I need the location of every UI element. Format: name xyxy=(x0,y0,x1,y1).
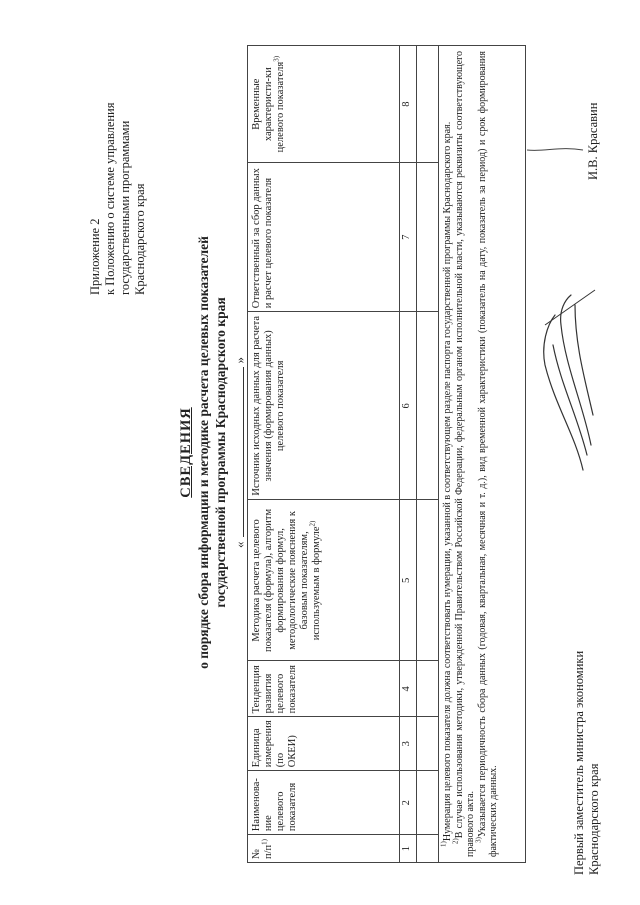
footnote-3: $^{3)}$Указывается периодичность сбора данных (годовая, квартальная, месячная и т. д.), вид временной характеристики (показатель на дату, показатель за период) и срок формирования фактических данных. xyxy=(474,51,499,857)
empty-cell xyxy=(417,717,439,771)
footnote-1: $^{1)}$Нумерация целевого показателя должна соответствовать нумерации, указанной в соответствующем разделе паспорта государственной программы Краснодарского края. xyxy=(439,121,453,847)
header-cell-responsible: Ответственный за сбор данных и расчет целевого показателя xyxy=(248,163,400,312)
signatory-position-line-2: Краснодарского края xyxy=(587,763,601,875)
table-footnotes-row xyxy=(439,46,526,863)
empty-cell xyxy=(417,312,439,500)
footnote-2: $^{2)}$В случае использования методики, утвержденной Правительством Российской Федерации, федеральным органом исполнительной власти, указываются реквизиты соответствующего правового акта. xyxy=(451,51,476,857)
table-header-row xyxy=(248,46,400,863)
signatory-position xyxy=(572,651,602,875)
header-cell-name: Наименова-ние целевого показателя xyxy=(248,771,400,835)
col-number-3: 3 xyxy=(400,717,417,771)
appendix-line-2: к Положению о системе управления xyxy=(103,102,117,295)
appendix-line-4: Краснодарского края xyxy=(133,183,147,295)
empty-cell xyxy=(417,835,439,863)
margin-mark xyxy=(525,130,585,170)
document-title: СВЕДЕНИЯ xyxy=(178,407,194,498)
col-number-6: 6 xyxy=(400,312,417,500)
table-number-row xyxy=(400,46,417,863)
date-open-quote: « xyxy=(232,541,247,548)
header-cell-unit: Единица измерения (по ОКЕИ) xyxy=(248,717,400,771)
col-number-1: 1 xyxy=(400,835,417,863)
empty-cell xyxy=(417,163,439,312)
empty-cell xyxy=(417,771,439,835)
appendix-heading xyxy=(88,35,148,295)
header-cell-trend: Тенденция развития целевого показателя xyxy=(248,661,400,717)
date-field xyxy=(231,0,248,905)
table-empty-row xyxy=(417,46,439,863)
date-blank-line xyxy=(231,368,244,538)
appendix-line-3: государственными программами xyxy=(118,120,132,295)
col-number-5: 5 xyxy=(400,500,417,661)
empty-cell xyxy=(417,500,439,661)
col-number-2: 2 xyxy=(400,771,417,835)
empty-cell xyxy=(417,661,439,717)
document-subtitle-1: о порядке сбора информации и методике расчета целевых показателей xyxy=(196,236,211,669)
indicators-table xyxy=(247,45,526,863)
col-number-7: 7 xyxy=(400,163,417,312)
signatory-position-line-1: Первый заместитель министра экономики xyxy=(572,650,586,875)
appendix-line-1: Приложение 2 xyxy=(88,218,102,295)
empty-cell xyxy=(417,46,439,163)
col-number-4: 4 xyxy=(400,661,417,717)
signatory-name: И.В. Красавин xyxy=(586,102,600,180)
footnotes-cell xyxy=(439,46,526,863)
document-subtitle-2: государственной программы Краснодарского края xyxy=(213,297,228,608)
header-cell-time: Временные характеристи-ки целевого показателя$^{3)}$ xyxy=(248,46,400,163)
header-cell-method: Методика расчета целевого показателя (формула), алгоритм формирования формул, методологические пояснения к базовым показателям, используемым в формуле$^{2)}$ xyxy=(248,500,400,661)
header-cell-number: № $п/п^{1)}$ xyxy=(248,835,400,863)
date-close-quote: » xyxy=(232,357,247,364)
header-cell-source: Источник исходных данных для расчета значения (формирования данных) целевого показателя xyxy=(248,312,400,500)
handwritten-signature xyxy=(535,275,605,475)
col-number-8: 8 xyxy=(400,46,417,163)
